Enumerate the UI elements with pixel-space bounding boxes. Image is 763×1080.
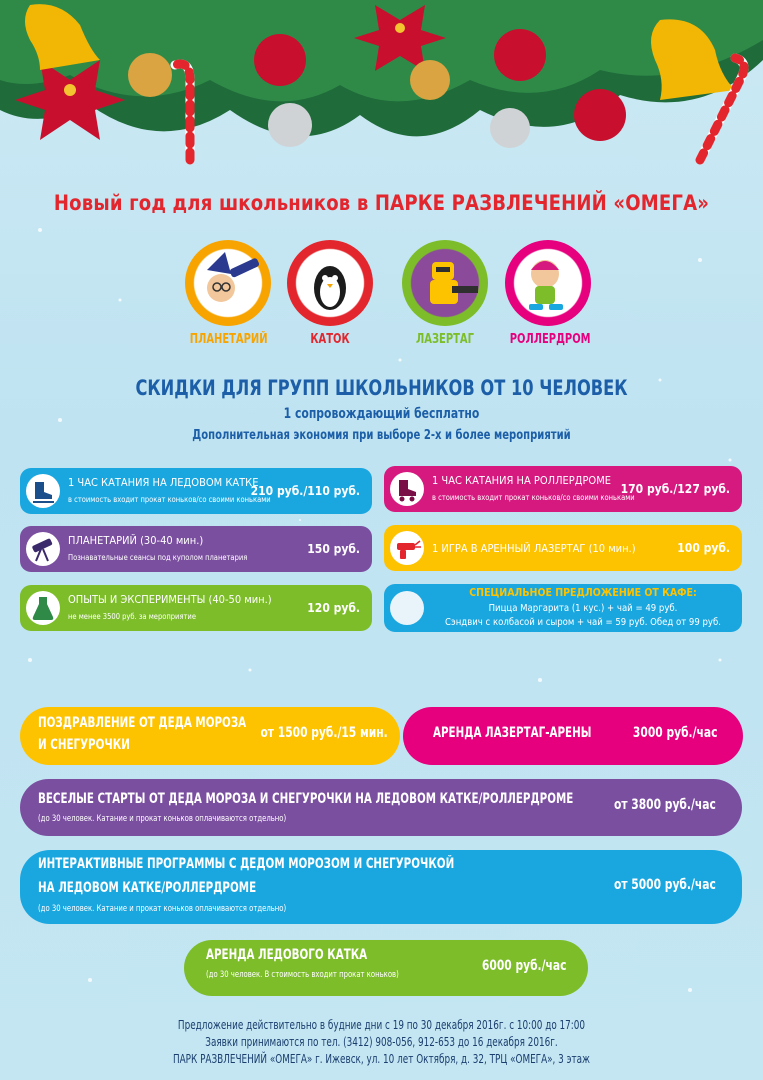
program-price: 3000 руб./час	[632, 725, 717, 741]
cafe-line-2: Сэндвич с колбасой и сыром + чай = 59 руб. Обед от 99 руб.	[445, 617, 721, 628]
program-title-line-2: И СНЕГУРОЧКИ	[38, 737, 130, 753]
discounts-line-1: 1 сопровождающий бесплатно	[283, 406, 480, 422]
card-title: 1 ЧАС КАТАНИЯ НА РОЛЛЕРДРОМЕ	[432, 474, 612, 487]
card-price: 210 руб./110 руб.	[250, 484, 360, 498]
card-note: в стоимость входит прокат коньков/со своими коньками	[432, 493, 635, 502]
program-price: от 5000 руб./час	[614, 877, 716, 893]
card-rollerdrome	[384, 466, 742, 512]
program-lasertag-rental	[403, 707, 743, 765]
program-title: АРЕНДА ЛАЗЕРТАГ-АРЕНЫ	[433, 725, 592, 741]
card-lasertag	[384, 525, 742, 571]
card-title: 1 ИГРА В АРЕННЫЙ ЛАЗЕРТАГ (10 мин.)	[432, 542, 636, 555]
card-price: 120 руб.	[307, 601, 360, 615]
card-price: 170 руб./127 руб.	[620, 482, 730, 496]
program-title: ВЕСЕЛЫЕ СТАРТЫ ОТ ДЕДА МОРОЗА И СНЕГУРОЧКИ НА ЛЕДОВОМ КАТКЕ/РОЛЛЕРДРОМЕ	[38, 791, 574, 807]
activity-label: КАТОК	[310, 332, 350, 347]
card-note: в стоимость входит прокат коньков/со своими коньками	[68, 495, 271, 504]
program-ded-moroz-greeting	[20, 707, 400, 765]
activity-label: РОЛЛЕРДРОМ	[509, 332, 591, 347]
activity-label: ПЛАНЕТАРИЙ	[189, 332, 268, 347]
activity-lasertag	[400, 240, 490, 347]
discounts-line-2: Дополнительная экономия при выборе 2-х и более мероприятий	[192, 428, 571, 443]
program-note: (до 30 человек. В стоимость входит прокат коньков)	[206, 970, 399, 980]
program-ice-rink-rental	[184, 940, 588, 996]
roller-kid-icon	[505, 240, 591, 326]
activity-rollerdrome	[503, 240, 593, 347]
ice-skate-icon	[26, 474, 60, 508]
card-planetarium	[20, 526, 372, 572]
flask-icon	[26, 591, 60, 625]
program-note: (до 30 человек. Катание и прокат коньков оплачиваются отдельно)	[38, 814, 287, 824]
cafe-icon	[390, 591, 424, 625]
card-experiments	[20, 585, 372, 631]
footer-line-2: Заявки принимаются по тел. (3412) 908-056, 912-653 до 16 декабря 2016г.	[205, 1035, 558, 1049]
footer-line-3: ПАРК РАЗВЛЕЧЕНИЙ «ОМЕГА» г. Ижевск, ул. 10 лет Октября, д. 32, ТРЦ «ОМЕГА», 3 этаж	[172, 1052, 591, 1066]
card-ice-rink	[20, 468, 372, 514]
page-title: Новый год для школьников в ПАРКЕ РАЗВЛЕЧЕНИЙ «ОМЕГА»	[53, 191, 710, 215]
program-price: от 1500 руб./15 мин.	[260, 725, 388, 741]
program-title: ИНТЕРАКТИВНЫЕ ПРОГРАММЫ С ДЕДОМ МОРОЗОМ И СНЕГУРОЧКОЙ	[38, 856, 455, 872]
cafe-heading: СПЕЦИАЛЬНОЕ ПРЕДЛОЖЕНИЕ ОТ КАФЕ:	[469, 587, 697, 599]
card-note: не менее 3500 руб. за мероприятие	[68, 612, 196, 621]
activities-row	[0, 240, 763, 350]
program-title-line-2: НА ЛЕДОВОМ КАТКЕ/РОЛЛЕРДРОМЕ	[38, 880, 257, 896]
card-title: 1 ЧАС КАТАНИЯ НА ЛЕДОВОМ КАТКЕ	[68, 476, 259, 489]
card-note: Познавательные сеансы под куполом планетария	[68, 553, 248, 562]
footer-line-1: Предложение действительно в будние дни с 19 по 30 декабря 2016г. с 10:00 до 17:00	[177, 1018, 586, 1032]
program-title: АРЕНДА ЛЕДОВОГО КАТКА	[206, 947, 368, 963]
activity-planetarium	[183, 240, 273, 347]
card-price: 150 руб.	[307, 542, 360, 556]
program-price: от 3800 руб./час	[614, 797, 716, 813]
card-cafe	[384, 584, 742, 632]
program-interactive	[20, 850, 742, 924]
penguin-skater-icon	[287, 240, 373, 326]
card-title: ОПЫТЫ И ЭКСПЕРИМЕНТЫ (40-50 мин.)	[68, 593, 272, 606]
roller-skate-icon	[390, 472, 424, 506]
lasertag-robot-icon	[402, 240, 488, 326]
card-title: ПЛАНЕТАРИЙ (30-40 мин.)	[68, 534, 204, 547]
planetarium-kid-icon	[185, 240, 271, 326]
activity-rink	[285, 240, 375, 347]
program-title: ПОЗДРАВЛЕНИЕ ОТ ДЕДА МОРОЗА	[38, 715, 247, 731]
card-price: 100 руб.	[677, 541, 730, 555]
program-price: 6000 руб./час	[481, 958, 566, 974]
discounts-heading: СКИДКИ ДЛЯ ГРУПП ШКОЛЬНИКОВ ОТ 10 ЧЕЛОВЕК	[135, 376, 628, 400]
program-note: (до 30 человек. Катание и прокат коньков оплачиваются отдельно)	[38, 904, 287, 914]
christmas-garland	[0, 0, 763, 180]
laser-gun-icon	[390, 531, 424, 565]
program-fun-starts	[20, 779, 742, 836]
activity-label: ЛАЗЕРТАГ	[416, 332, 474, 347]
telescope-icon	[26, 532, 60, 566]
cafe-line-1: Пицца Маргарита (1 кус.) + чай = 49 руб.	[488, 603, 678, 614]
